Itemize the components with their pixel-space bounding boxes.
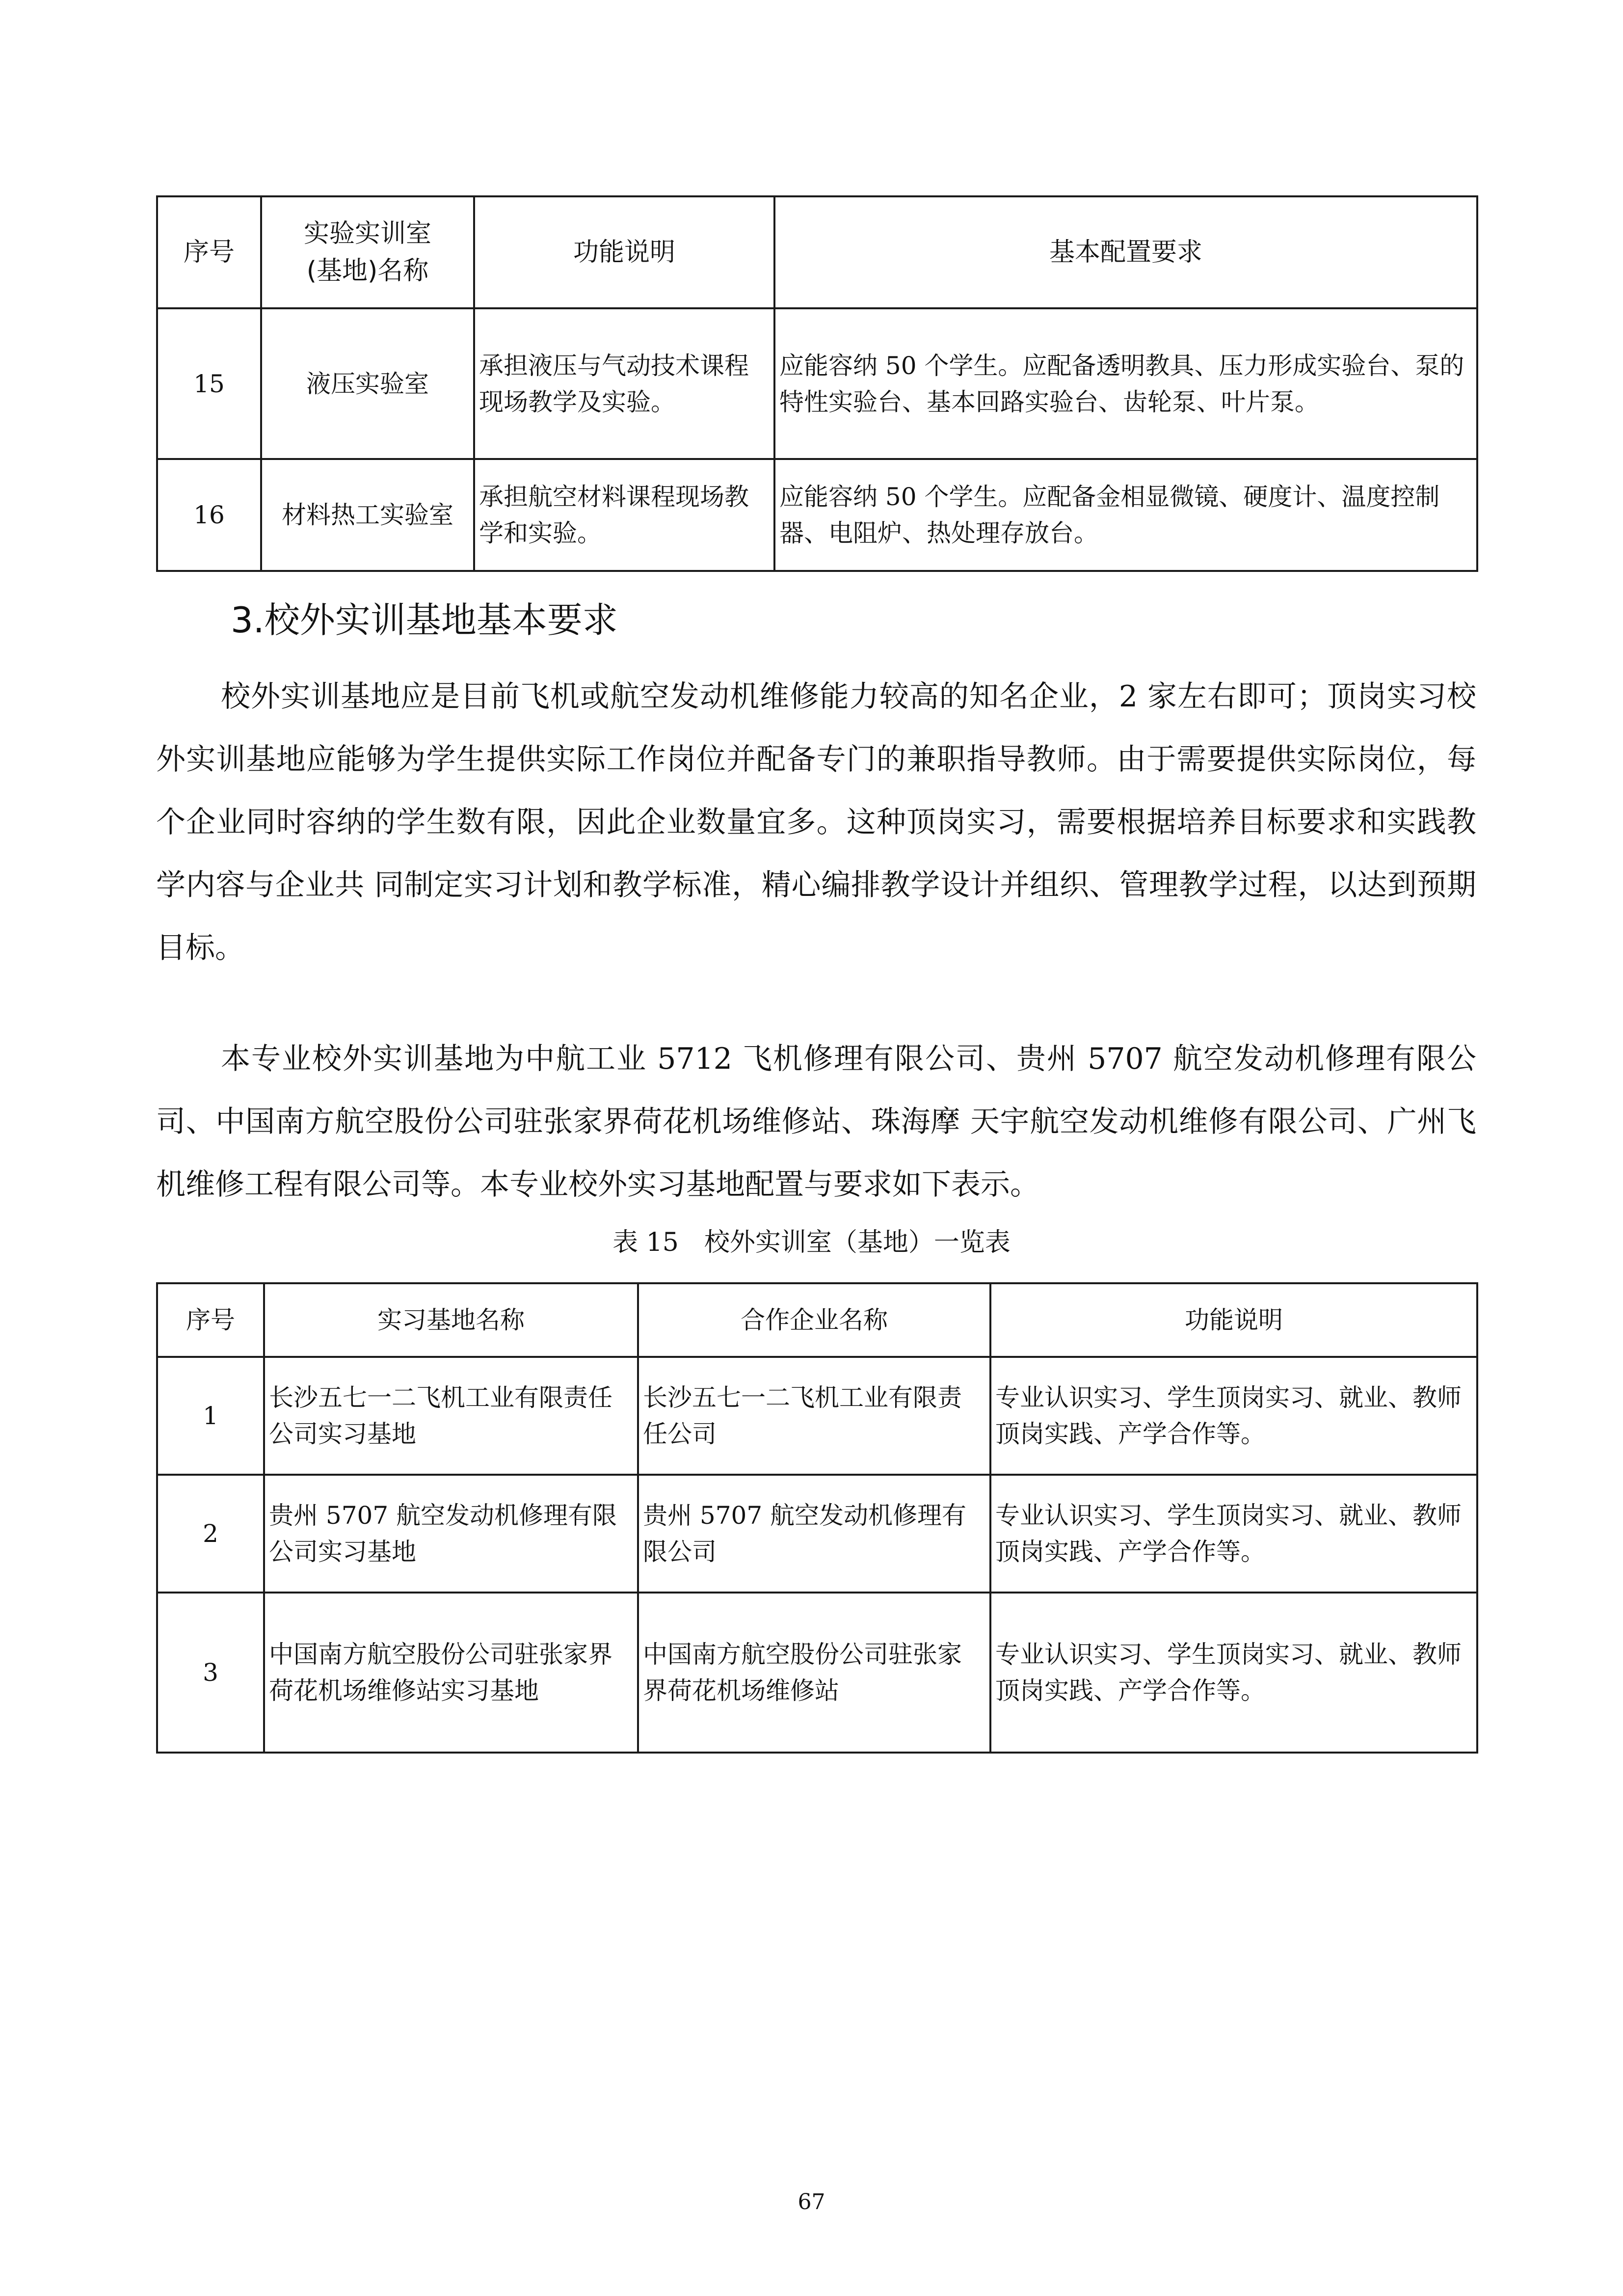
table-row <box>157 308 1477 459</box>
header-cell: 合作企业名称 <box>638 1283 990 1357</box>
header-cell: 功能说明 <box>474 196 774 308</box>
header-line: 实验实训室 <box>303 219 431 248</box>
header-line: (基地)名称 <box>306 256 429 286</box>
paragraph: 校外实训基地应是目前飞机或航空发动机维修能力较高的知名企业，2 家左右即可；顶岗实习校外实训基地应能够为学生提供实际工作岗位并配备专门的兼职指导教师。由于需要提供实际岗位，每个企业同时容纳的学生数有限，因此企业数量宜多。这种顶岗实习，需要根据培养目标要求和实践教学内容与企业共 同制定实习计划和教学标准，精心编排教学设计并组织、管理教学过程，以达到预期目标。 <box>156 679 1476 965</box>
table-header-row <box>157 1283 1477 1357</box>
page-number: 67 <box>798 2189 825 2215</box>
lab-config: 应能容纳 50 个学生。应配备金相显微镜、硬度计、温度控制器、电阻炉、热处理存放台。 <box>774 459 1477 571</box>
header-cell: 序号 <box>157 1283 264 1357</box>
company-name: 长沙五七一二飞机工业有限责任公司 <box>638 1357 990 1475</box>
base-name: 长沙五七一二飞机工业有限责任公司实习基地 <box>264 1357 638 1475</box>
lab-name: 液压实验室 <box>261 308 474 459</box>
base-function: 专业认识实习、学生顶岗实习、就业、教师顶岗实践、产学合作等。 <box>990 1593 1477 1753</box>
table-row <box>157 1357 1477 1475</box>
lab-function: 承担液压与气动技术课程现场教学及实验。 <box>474 308 774 459</box>
paragraph: 本专业校外实训基地为中航工业 5712 飞机修理有限公司、贵州 5707 航空发动机修理有限公司、中国南方航空股份公司驻张家界荷花机场维修站、珠海摩 天宇航空发动机维修有限公司、广州飞机维修工程有限公司等。本专业校外实习基地配置与要求如下表示。 <box>156 1042 1476 1202</box>
lab-function: 承担航空材料课程现场教学和实验。 <box>474 459 774 571</box>
table-caption: 表 15 校外实训室（基地）一览表 <box>612 1228 1011 1257</box>
lab-table <box>156 195 1478 572</box>
header-cell: 序号 <box>157 196 261 308</box>
header-cell: 实习基地名称 <box>264 1283 638 1357</box>
header-cell: 基本配置要求 <box>774 196 1477 308</box>
lab-config: 应能容纳 50 个学生。应配备透明教具、压力形成实验台、泵的特性实验台、基本回路实验台、齿轮泵、叶片泵。 <box>774 308 1477 459</box>
training-base-table <box>156 1282 1478 1754</box>
table-row <box>157 459 1477 571</box>
table-header-row <box>157 196 1477 308</box>
row-number: 16 <box>157 459 261 571</box>
section-heading: 3.校外实训基地基本要求 <box>231 599 618 641</box>
row-number: 2 <box>157 1475 264 1593</box>
row-number: 1 <box>157 1357 264 1475</box>
base-name: 贵州 5707 航空发动机修理有限公司实习基地 <box>264 1475 638 1593</box>
company-name: 中国南方航空股份公司驻张家界荷花机场维修站 <box>638 1593 990 1753</box>
company-name: 贵州 5707 航空发动机修理有限公司 <box>638 1475 990 1593</box>
base-name: 中国南方航空股份公司驻张家界荷花机场维修站实习基地 <box>264 1593 638 1753</box>
header-cell <box>261 196 474 308</box>
row-number: 3 <box>157 1593 264 1753</box>
lab-name: 材料热工实验室 <box>261 459 474 571</box>
table-row <box>157 1593 1477 1753</box>
row-number: 15 <box>157 308 261 459</box>
header-cell: 功能说明 <box>990 1283 1477 1357</box>
base-function: 专业认识实习、学生顶岗实习、就业、教师顶岗实践、产学合作等。 <box>990 1475 1477 1593</box>
table-row <box>157 1475 1477 1593</box>
base-function: 专业认识实习、学生顶岗实习、就业、教师顶岗实践、产学合作等。 <box>990 1357 1477 1475</box>
